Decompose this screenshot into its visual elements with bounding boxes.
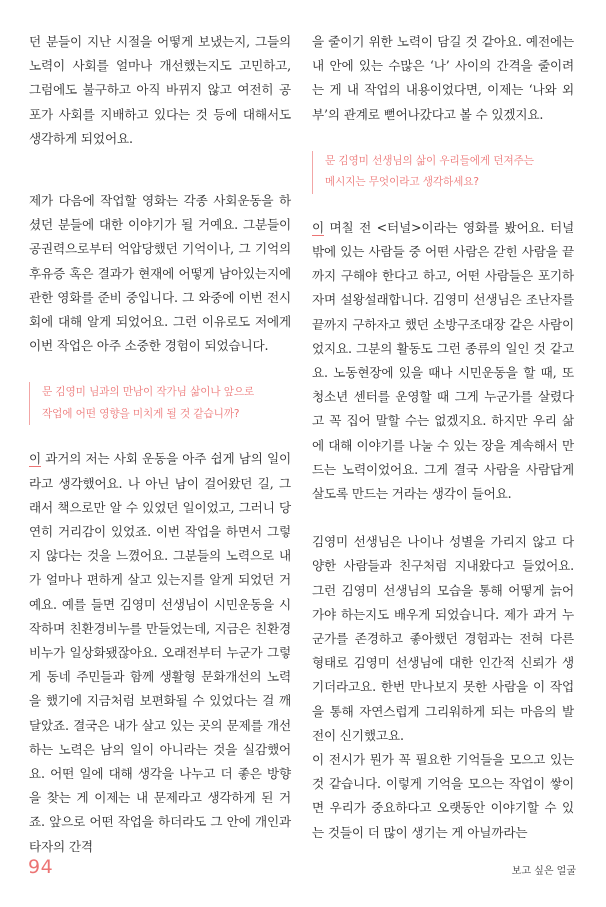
paragraph: 던 분들이 지난 시절을 어떻게 보냈는지, 그들의 노력이 사회를 얼마나 개선했는지도 고민하고, 그럼에도 불구하고 아직 바뀌지 않고 여전히 공포가 사회를 지배하고 있다는 것 등에 대해서도 생각하게 되었어요. xyxy=(29,34,291,146)
running-title: 보고 싶은 얼굴 xyxy=(511,866,576,877)
paragraph: 을 줄이기 위한 노력이 담길 것 같아요. 예전에는 내 안에 있는 수많은 ‘나’ 사이의 간격을 줄이려는 게 내 작업의 내용이었다면, 이제는 ‘나와 외부’의 관계로 뻗어나갔다고 볼 수 있겠지요. xyxy=(312,34,574,122)
paragraph: 제가 다음에 작업할 영화는 각종 사회운동을 하셨던 분들에 대한 이야기가 될 거예요. 그분들이 공권력으로부터 억압당했던 기억이나, 그 기억의 후유증 혹은 결과가 현재에 어떻게 남아있는지에 관한 영화를 준비 중입니다. 그 와중에 이번 전시회에 대해 알게 되었어요. 그런 이유로도 저에게 이번 작업은 아주 소중한 경험이 되었습니다. xyxy=(29,193,291,354)
paragraph: 김영미 선생님은 나이나 성별을 가리지 않고 다양한 사람들과 친구처럼 지내왔다고 들었어요. 그런 김영미 선생님의 모습을 통해 어떻게 늙어가야 하는지도 배우게 되었습니다. 제가 과거 누군가를 존경하고 좋아했던 경험과는 전혀 다른 형태로 김영미 선생님에 대한 인간적 신뢰가 생기더라고요. 한번 만나보지 못한 사람을 이 작업을 통해 자연스럽게 그리워하게 되는 마음의 발전이 신기했고요. xyxy=(312,534,574,743)
answer-text: 며칠 전 <터널>이라는 영화를 봤어요. 터널 밖에 있는 사람들 중 어떤 사람은 갇힌 사람을 끝까지 구해야 한다고 하고, 어떤 사람들은 포기하자며 설왕설래합니다. 김영미 선생님은 조난자를 끝까지 구하자고 했던 소방구조대장 같은 사람이었지요. 그분의 활동도 그런 종류의 일인 것 같고요. 노동현장에 있을 때나 시민운동을 할 때, 또 청소년 센터를 운영할 때 그게 누군가를 살렸다고 꼭 집어 말할 수는 없겠지요. 하지만 우리 삶에 대해 이야기를 나눌 수 있는 장을 계속해서 만드는 노력이었어요. 그게 결국 사람을 사람답게 살도록 만드는 거라는 생각이 들어요. xyxy=(312,219,574,502)
answer-marker: 이 xyxy=(29,451,42,467)
answer-paragraph xyxy=(29,447,291,858)
question-line: 문 김영미 님과의 만남이 작가님 삶이나 앞으로 xyxy=(42,386,255,399)
answer-marker: 이 xyxy=(312,219,325,235)
interview-question xyxy=(312,151,574,194)
left-column xyxy=(29,30,291,859)
question-line: 문 김영미 선생님의 삶이 우리들에게 던져주는 xyxy=(325,154,534,167)
answer-text: 과거의 저는 사회 운동을 아주 쉽게 남의 일이라고 생각했어요. 나 아닌 남이 걸어왔던 길, 그래서 책으로만 알 수 있었던 일이었고, 그러니 당연히 거리감이 있었죠. 이번 작업을 하면서 그렇지 않다는 것을 느꼈어요. 그분들의 노력으로 내가 얼마나 편하게 살고 있는지를 알게 되었던 거예요. 예를 들면 김영미 선생님이 시민운동을 시작하며 친환경비누를 만들었는데, 지금은 친환경 비누가 일상화됐잖아요. 오래전부터 누군가 그렇게 동네 주민들과 함께 생활형 문화개선의 노력을 했기에 지금처럼 보편화될 수 있었다는 걸 깨달았죠. 결국은 내가 살고 있는 곳의 문제를 개선하는 노력은 남의 일이 아니라는 것을 실감했어요. 어떤 일에 대해 생각을 나누고 더 좋은 방향을 찾는 게 이제는 내 문제라고 생각하게 된 거죠. 앞으로 어떤 작업을 하더라도 그 안에 개인과 타자의 간격 xyxy=(29,451,291,854)
right-column xyxy=(312,30,574,845)
question-line: 메시지는 무엇이라고 생각하세요? xyxy=(325,176,479,189)
question-line: 작업에 어떤 영향을 미치게 될 것 같습니까? xyxy=(42,407,240,420)
page-number: 94 xyxy=(28,856,54,878)
paragraph: 이 전시가 뭔가 꼭 필요한 기억들을 모으고 있는 것 같습니다. 이렇게 기억을 모으는 작업이 쌓이면 우리가 중요하다고 오랫동안 이야기할 수 있는 것들이 더 많이 생기는 게 아닐까라는 xyxy=(312,752,574,840)
answer-paragraph xyxy=(312,216,574,506)
page-footer xyxy=(0,850,606,890)
interview-question xyxy=(29,382,291,425)
